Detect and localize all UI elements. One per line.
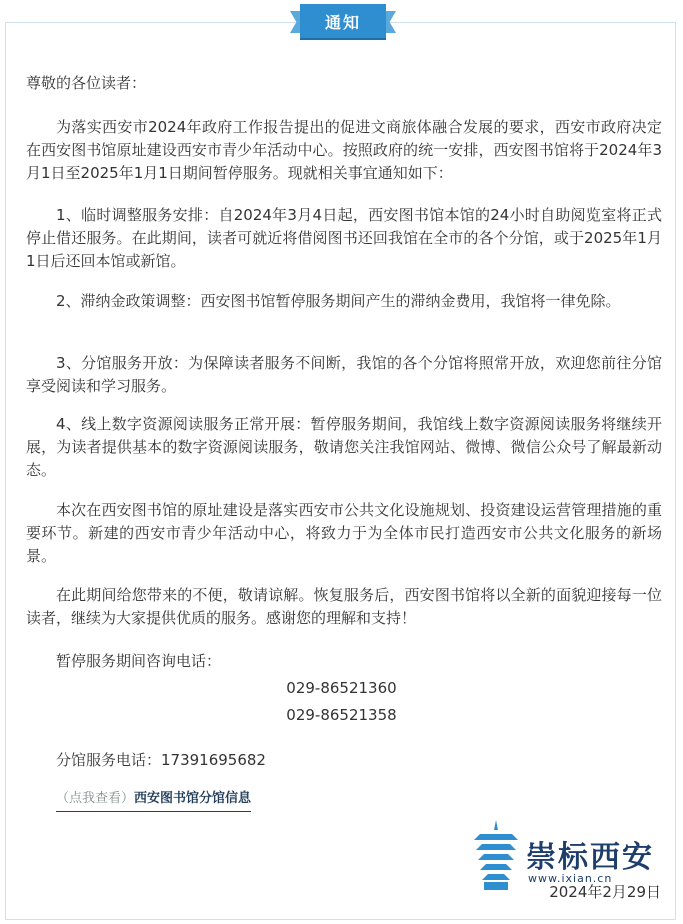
consult-phone-2: 029-86521358 — [286, 706, 397, 724]
notice-banner — [290, 4, 396, 42]
consult-label: 暂停服务期间咨询电话： — [56, 652, 222, 670]
branch-link-text[interactable]: 西安图书馆分馆信息 — [134, 791, 252, 806]
watermark-brand: 崇标西安 — [526, 840, 654, 875]
branch-link-hint: （点我查看） — [56, 791, 135, 806]
branch-info-link[interactable] — [56, 789, 251, 812]
paragraph-item-3: 3、分馆服务开放：为保障读者服务不间断，我馆的各个分馆将照常开放，欢迎您前往分馆享受阅读和学习服务。 — [26, 354, 662, 395]
notice-title: 通知 — [300, 4, 386, 38]
paragraph-closing: 在此期间给您带来的不便，敬请谅解。恢复服务后，西安图书馆将以全新的面貌迎接每一位读者，继续为大家提供优质的服务。感谢您的理解和支持！ — [26, 586, 662, 627]
branch-phone: 分馆服务电话：17391695682 — [56, 751, 266, 769]
paragraph-item-1: 1、临时调整服务安排：自2024年3月4日起，西安图书馆本馆的24小时自助阅览室将正式停止借还服务。在此期间，读者可就近将借阅图书还回我馆在全市的各个分馆，或于2025年1月1日后还回本馆或新馆。 — [26, 206, 662, 270]
notice-date: 2024年2月29日 — [549, 883, 661, 901]
greeting: 尊敬的各位读者： — [26, 74, 147, 92]
paragraph-item-4: 4、线上数字资源阅读服务正常开展：暂停服务期间，我馆线上数字资源阅读服务将继续开展，为读者提供基本的数字资源阅读服务，敬请您关注我馆网站、微博、微信公众号了解最新动态。 — [26, 415, 662, 479]
paragraph-significance: 本次在西安图书馆的原址建设是落实西安市公共文化设施规划、投资建设运营管理措施的重要环节。新建的西安市青少年活动中心，将致力于为全体市民打造西安市公共文化服务的新场景。 — [26, 501, 662, 565]
consult-phone-1: 029-86521360 — [286, 679, 397, 697]
paragraph-item-2: 2、滞纳金政策调整：西安图书馆暂停服务期间产生的滞纳金费用，我馆将一律免除。 — [56, 292, 621, 310]
paragraph-intro: 为落实西安市2024年政府工作报告提出的促进文商旅体融合发展的要求，西安市政府决定在西安图书馆原址建设西安市青少年活动中心。按照政府的统一安排，西安图书馆将于2024年3月1日至2025年1月1日期间暂停服务。现就相关事宜通知如下： — [26, 118, 662, 182]
watermark-url: www.ixian.cn — [528, 872, 613, 885]
pagoda-icon — [468, 820, 524, 892]
